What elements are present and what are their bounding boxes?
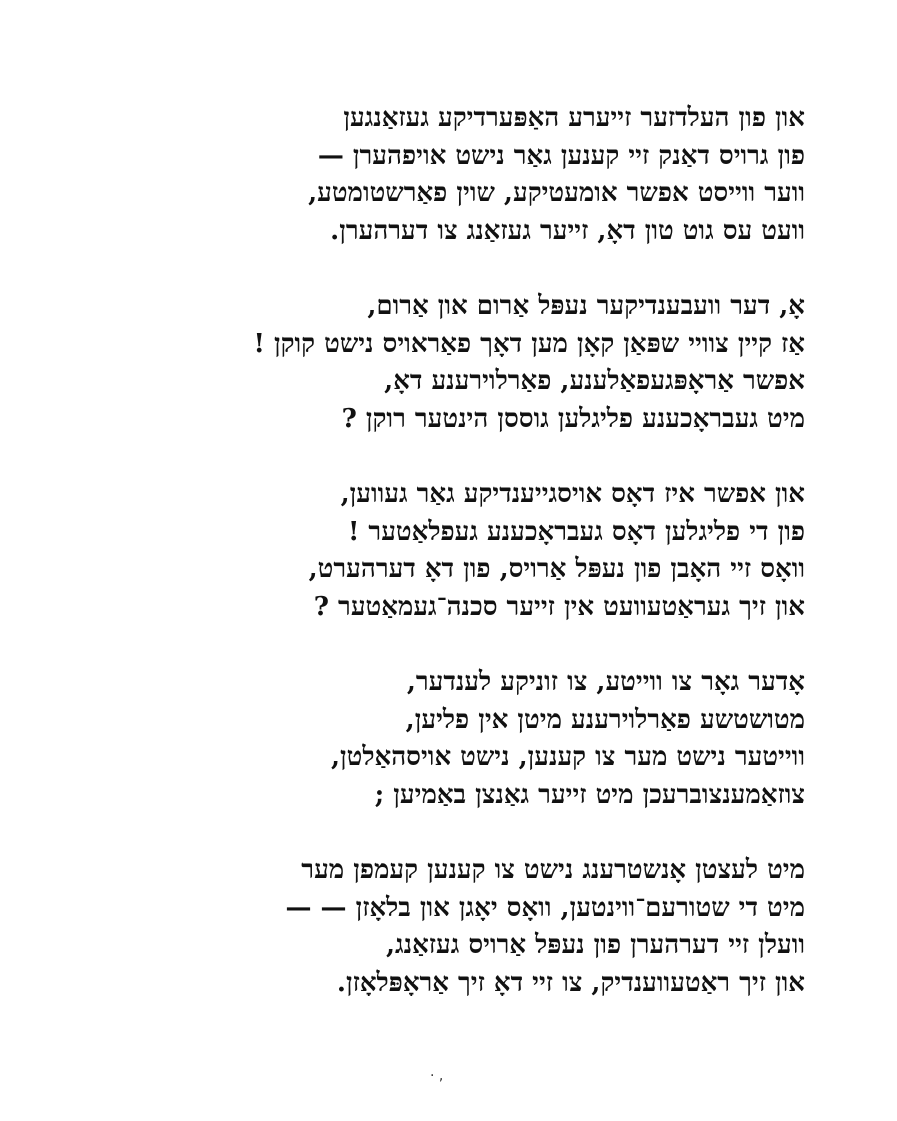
poem-line: און זיך ראַטעווענדיק, צו זיי דאָ זיך אַראָפּלאָזן. bbox=[336, 967, 805, 998]
stanza-3 bbox=[165, 476, 805, 626]
poem-line: מיט געבראָכענע פליגלען גוססן הינטער רוקן ? bbox=[341, 403, 805, 434]
poem-line: ווער ווייסט אפשר אומעטיקע, שוין פאַרשטומטע, bbox=[308, 178, 805, 208]
stanza-1 bbox=[165, 100, 805, 250]
stanza-2 bbox=[165, 288, 805, 438]
poem-line: און זיך געראַטעוועט אין זייער סכנה־געמאַטער ? bbox=[313, 591, 805, 622]
poem-line: וואָס זיי האָבן פון נעפּל אַרויס, פון דאָ דערהערט, bbox=[308, 554, 805, 584]
poem-line: מטושטשע פאַרלוירענע מיטן אין פליען, bbox=[405, 704, 805, 735]
stanza-5 bbox=[165, 852, 805, 1002]
poem-line: אָ, דער וועבענדיקער נעפּל אַרום און אַרום, bbox=[367, 291, 805, 321]
poem-line: ווייטער נישט מער צו קענען, נישט אויסהאַלטן, bbox=[330, 742, 805, 772]
poem-line: פון די פליגלען דאָס געבראָכענע געפלאַטער ! bbox=[347, 516, 805, 547]
poem-line: אַז קיין צוויי שפּאַן קאָן מען דאָך פאַראויס נישט קוקן ! bbox=[253, 328, 805, 359]
poem-line: וועלן זיי דערהערן פון נעפּל אַרויס געזאַנג, bbox=[385, 930, 805, 960]
page-mark: · , bbox=[430, 1068, 444, 1084]
poem-line: וועט עס גוט טון דאָ, זייער געזאַנג צו דערהערן. bbox=[330, 215, 805, 246]
poem-line: אפשר אַראָפּגעפאַלענע, פאַרלוירענע דאָ, bbox=[384, 366, 805, 396]
poem-line: מיט לעצטן אָנשטרענג נישט צו קענען קעמפן מער bbox=[301, 855, 805, 885]
poem-line: צוזאַמענצוברעכן מיט זייער גאַנצן באַמיען ; bbox=[374, 779, 805, 810]
stanza-4 bbox=[165, 664, 805, 814]
poem-line: אָדער גאָר צו ווייטע, צו זוניקע לענדער, bbox=[406, 667, 805, 697]
poem-line: פון גרויס דאַנק זיי קענען גאַר נישט אויפהערן — bbox=[317, 140, 805, 171]
poem-line: מיט די שטורעם־ווינטען, וואָס יאָגן און בלאָזן — — bbox=[285, 892, 805, 923]
poem-line: און אפשר איז דאָס אויסגייענדיקע גאַר געווען, bbox=[340, 479, 805, 509]
poem-line: און פון העלדזער זייערע האַפּערדיקע געזאַנגען bbox=[343, 103, 805, 133]
poem bbox=[165, 100, 805, 1040]
